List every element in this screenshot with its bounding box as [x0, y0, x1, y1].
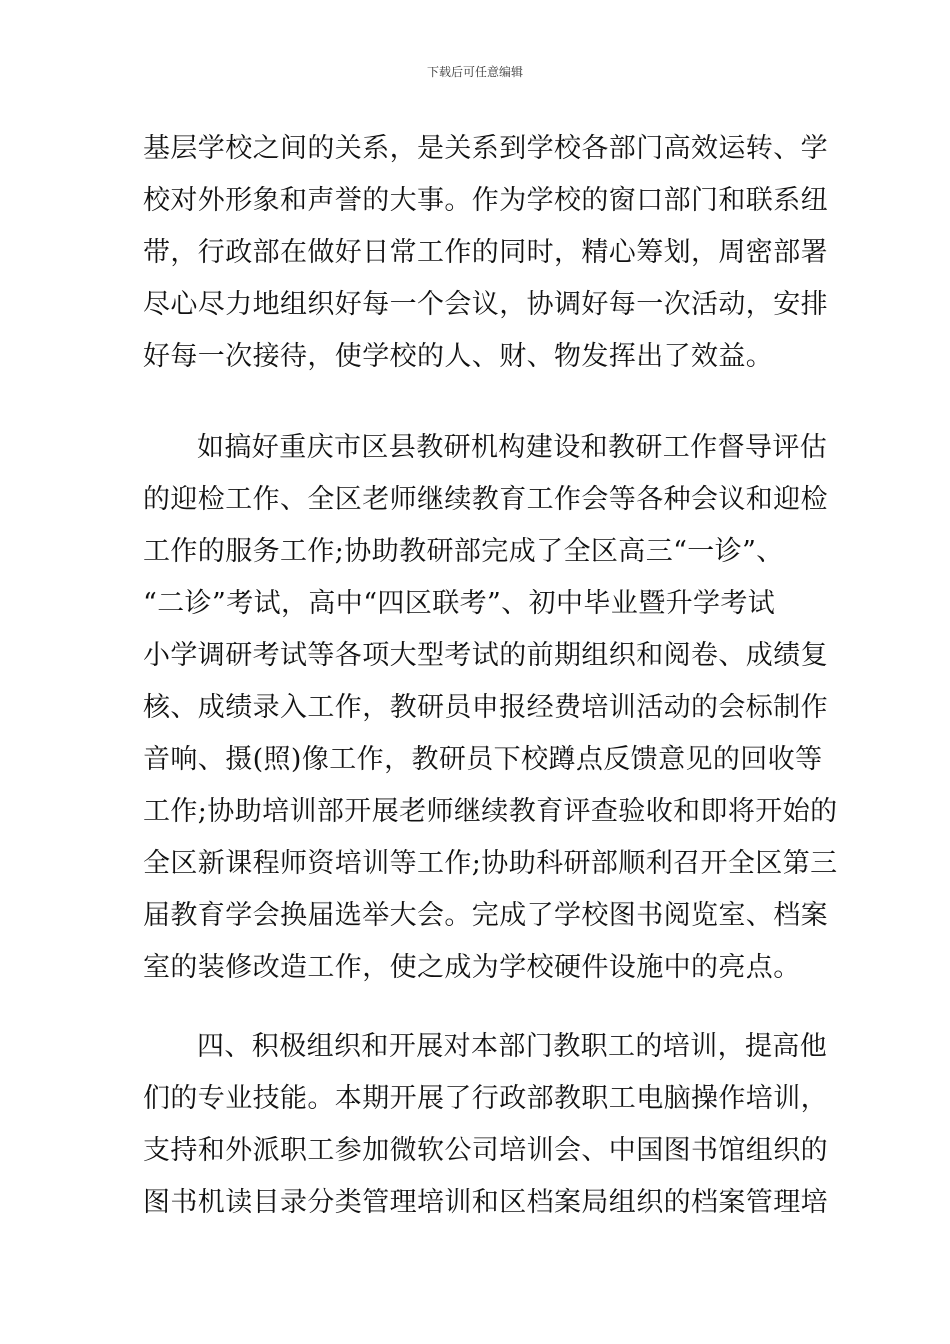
text-line: 室的装修改造工作，使之成为学校硬件设施中的亮点。	[143, 952, 801, 983]
text-line: 支持和外派职工参加微软公司培训会、中国图书馆组织的	[143, 1135, 828, 1166]
paragraph	[143, 123, 828, 383]
text-line: 工作的服务工作;协助教研部完成了全区高三“一诊”、	[143, 536, 784, 567]
text-line: 好每一次接待，使学校的人、财、物发挥出了效益。	[143, 341, 774, 372]
text-line: 届教育学会换届选举大会。完成了学校图书阅览室、档案	[143, 900, 828, 931]
text-line: “二诊”考试，高中“四区联考”、初中毕业暨升学考试	[143, 588, 776, 619]
text-line: 如搞好重庆市区县教研机构建设和教研工作督导评估	[197, 432, 828, 463]
text-line: 音响、摄(照)像工作，教研员下校蹲点反馈意见的回收等	[143, 744, 823, 775]
text-line: 尽心尽力地组织好每一个会议，协调好每一次活动，安排	[143, 289, 828, 320]
text-line: 带，行政部在做好日常工作的同时，精心筹划，周密部署	[143, 237, 828, 268]
text-line: 们的专业技能。本期开展了行政部教职工电脑操作培训，	[143, 1083, 828, 1114]
text-line: 小学调研考试等各项大型考试的前期组织和阅卷、成绩复	[143, 640, 828, 671]
text-line: 校对外形象和声誉的大事。作为学校的窗口部门和联系纽	[143, 185, 828, 216]
text-line: 图书机读目录分类管理培训和区档案局组织的档案管理培	[143, 1187, 828, 1218]
text-line: 四、积极组织和开展对本部门教职工的培训，提高他	[197, 1031, 828, 1062]
paragraph	[143, 1021, 828, 1229]
text-line: 的迎检工作、全区老师继续教育工作会等各种会议和迎检	[143, 484, 828, 515]
paragraph	[143, 422, 838, 994]
text-line: 基层学校之间的关系，是关系到学校各部门高效运转、学	[143, 133, 828, 164]
text-line: 全区新课程师资培训等工作;协助科研部顺利召开全区第三	[143, 848, 838, 879]
page-header: 下载后可任意编辑	[426, 65, 523, 79]
text-line: 工作;协助培训部开展老师继续教育评查验收和即将开始的	[143, 796, 838, 827]
text-line: 核、成绩录入工作，教研员申报经费培训活动的会标制作	[143, 692, 828, 723]
